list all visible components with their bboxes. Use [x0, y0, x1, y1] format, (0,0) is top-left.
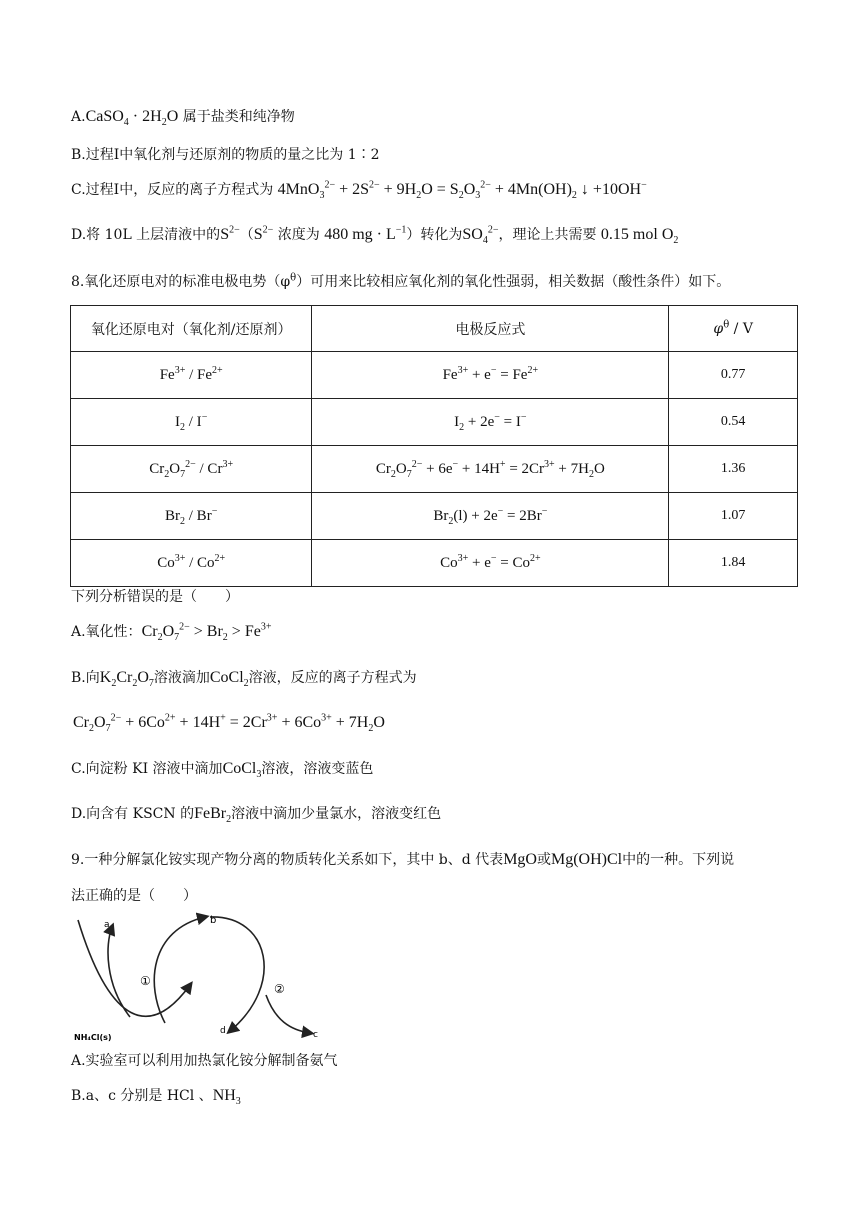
q8-option-a: A.氧化性：$Cr_2O_7^{2-} > Br_2 > Fe^{3+}$ [71, 621, 272, 644]
conversion-cycle-diagram [70, 905, 350, 1045]
header-couple: 氧化还原电对（氧化剂/还原剂） [71, 306, 312, 352]
arc-step2 [266, 995, 310, 1033]
q7-option-b: B.过程Ⅰ中氧化剂与还原剂的物质的量之比为 1∶2 [71, 147, 380, 163]
arc-b-to-d [210, 917, 264, 1031]
couple-cell: $Cr_2O_7^{2-} / Cr^{3+}$ [71, 446, 312, 493]
reaction-cell: $Co^{3+} + e^- = Co^{2+}$ [312, 540, 669, 587]
potential-value: 1.07 [669, 493, 798, 540]
q9-stem-cont: 法正确的是（ ） [71, 888, 197, 904]
potential-value: 1.84 [669, 540, 798, 587]
couple-cell: $I_2 / I^-$ [71, 399, 312, 446]
potential-value: 0.77 [669, 352, 798, 399]
q9-option-a: A.实验室可以利用加热氯化铵分解制备氨气 [71, 1053, 338, 1069]
table-row [71, 446, 798, 493]
q8-option-d: D.向含有 KSCN 的FeBr$_2$溶液中滴加少量氯水，溶液变红色 [71, 805, 442, 826]
table-row [71, 493, 798, 540]
reaction-cell: $Br_2(l) + 2e^- = 2Br^-$ [312, 493, 669, 540]
label-a: a [104, 920, 110, 930]
couple-cell: $Br_2 / Br^-$ [71, 493, 312, 540]
q7-option-a: A.CaSO$_4$ · $2H_2O$ 属于盐类和纯净物 [71, 108, 295, 129]
label-b: b [210, 915, 217, 926]
q8-question: 下列分析错误的是（ ） [71, 589, 239, 605]
label-d: d [220, 1026, 226, 1036]
q8-option-b-equation: $Cr_2O_7^{2-} + 6Co^{2+} + 14H^+ = 2Cr^{3+} + 6Co^{3+} + 7H_2O$ [73, 712, 385, 735]
q8-option-c: C.向淀粉 KI 溶液中滴加CoCl$_3$溶液，溶液变蓝色 [71, 760, 374, 781]
table-row [71, 352, 798, 399]
header-reaction: 电极反应式 [312, 306, 669, 352]
label-step-1: ① [140, 974, 151, 988]
q8-stem: 8.氧化还原电对的标准电极电势$(\varphi^\theta)$可用来比较相应氧化剂的氧化性强弱，相关数据（酸性条件）如下。 [71, 272, 731, 290]
table-header-row [71, 306, 798, 352]
q8-option-b: B.向$K_2Cr_2O_7$溶液滴加CoCl$_2$溶液，反应的离子方程式为 [71, 669, 417, 690]
label-c: c [313, 1030, 318, 1040]
label-step-2: ② [274, 982, 285, 996]
table-row [71, 399, 798, 446]
couple-cell: $Co^{3+} / Co^{2+}$ [71, 540, 312, 587]
potential-table [70, 305, 798, 587]
reaction-cell: $I_2 + 2e^- = I^-$ [312, 399, 669, 446]
reaction-cell: $Fe^{3+} + e^- = Fe^{2+}$ [312, 352, 669, 399]
q9-stem: 9.一种分解氯化铵实现产物分离的物质转化关系如下，其中 b、d 代表MgO或Mg(OH)Cl中的一种。下列说 [71, 851, 735, 868]
reaction-cell: $Cr_2O_7^{2-} + 6e^- + 14H^+ = 2Cr^{3+} + 7H_2O$ [312, 446, 669, 493]
q9-option-b: B.a、c 分别是 HCl 、$NH_3$ [71, 1087, 241, 1108]
potential-value: 0.54 [669, 399, 798, 446]
q7-option-d: D.将 10L 上层清液中的$S^{2-}(S^{2-}$ 浓度为 480 mg · $L^{-1}$）转化为$SO_4^{2-}$，理论上共需要 0.15 mol $O_2$ [71, 224, 679, 247]
couple-cell: $Fe^{3+} / Fe^{2+}$ [71, 352, 312, 399]
table-row [71, 540, 798, 587]
q7-option-c: C.过程Ⅰ中，反应的离子方程式为 $4MnO_3^{2-} + 2S^{2-} + 9H_2O = S_2O_3^{2-} + 4Mn(OH)_2$ ↓ +10OH− [71, 179, 647, 202]
potential-value: 1.36 [669, 446, 798, 493]
label-reactant: NH₄Cl(s) [74, 1033, 112, 1042]
header-potential: $\varphi^\theta$ / V [669, 306, 798, 352]
